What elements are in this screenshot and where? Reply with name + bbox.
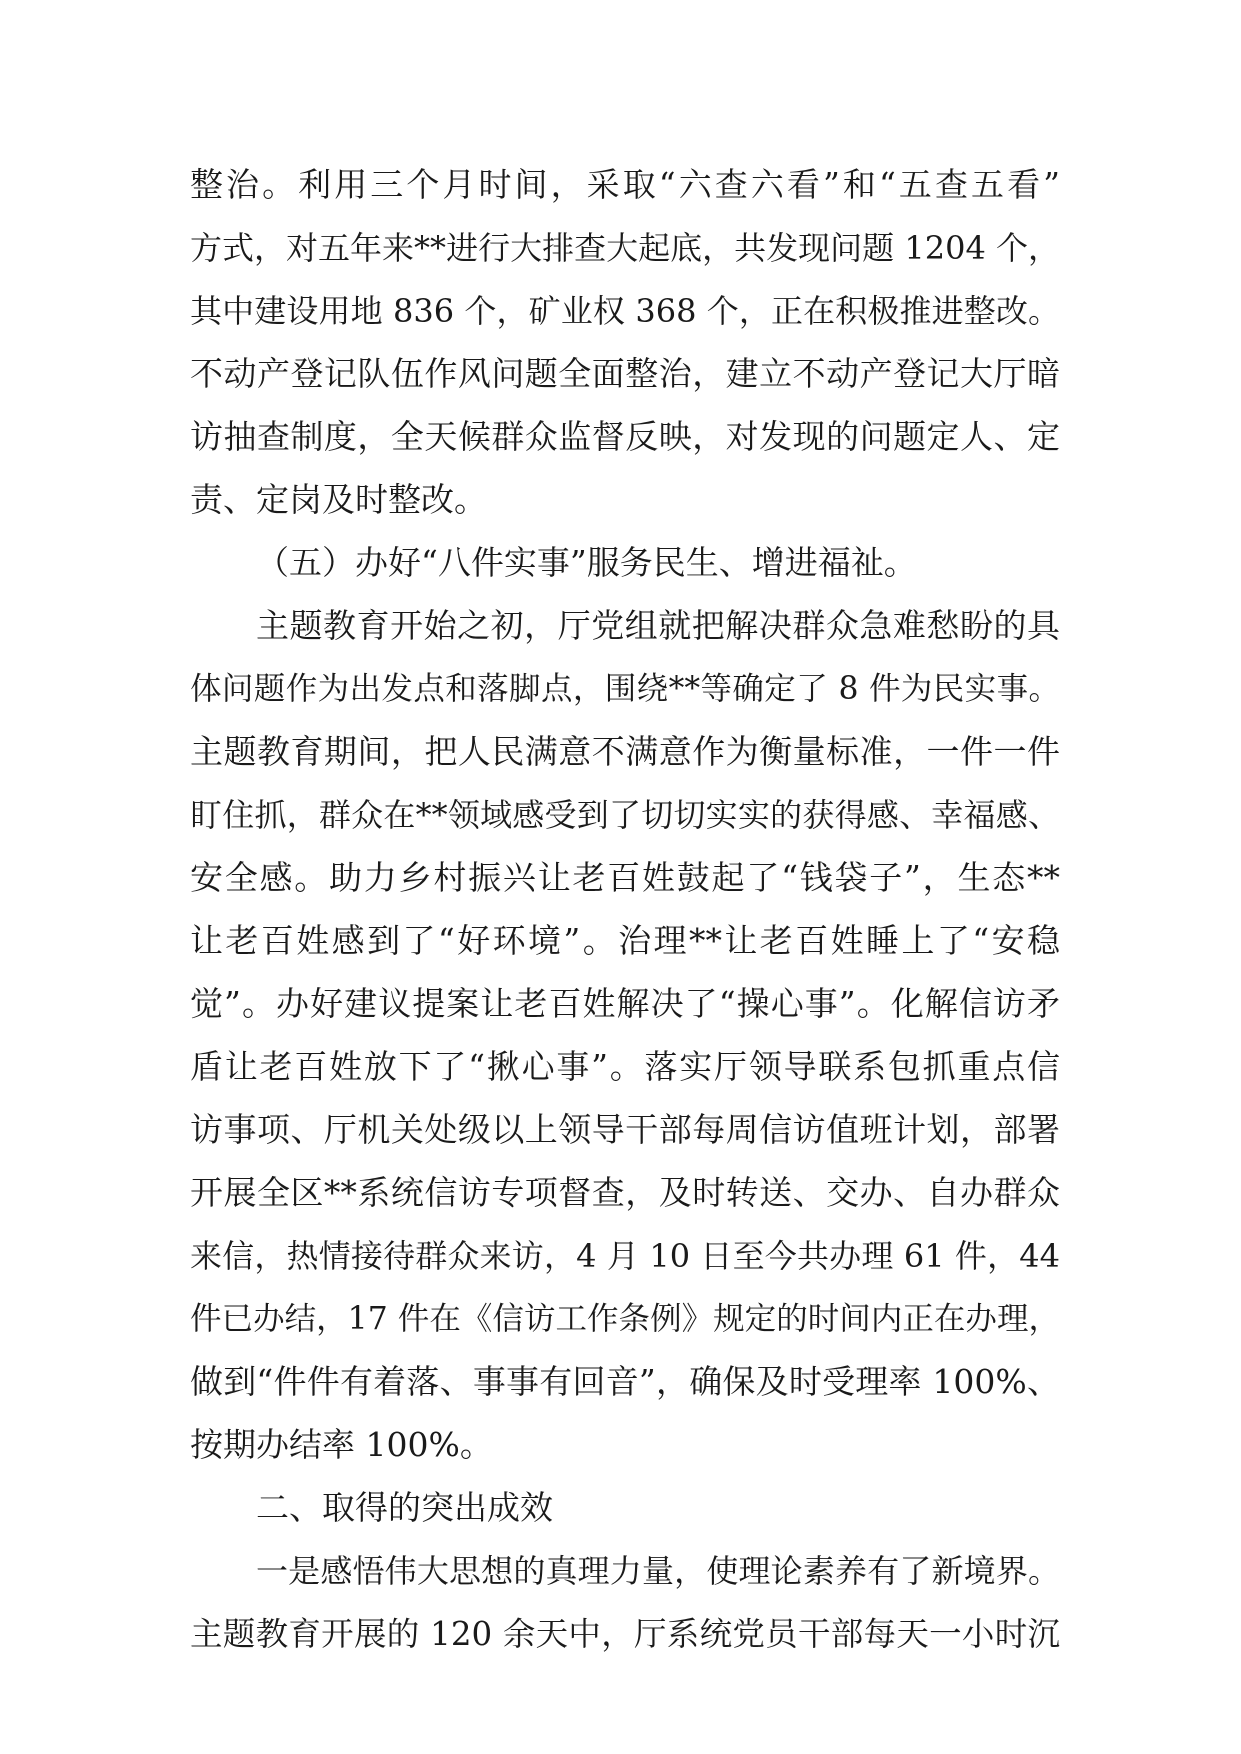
text-line: 体问题作为出发点和落脚点，围绕**等确定了 8 件为民实事。 bbox=[190, 671, 1060, 707]
text-line: 主题教育开展的 120 余天中，厅系统党员干部每天一小时沉 bbox=[190, 1615, 1060, 1653]
text-line: 做到“件件有着落、事事有回音”，确保及时受理率 100%、 bbox=[190, 1362, 1060, 1401]
text-line: 让老百姓感到了“好环境”。治理**让老百姓睡上了“安稳 bbox=[190, 921, 1060, 960]
text-line: 盾让老百姓放下了“揪心事”。落实厅领导联系包抓重点信 bbox=[190, 1047, 1060, 1086]
text-line: 主题教育开始之初，厅党组就把解决群众急难愁盼的具 bbox=[256, 606, 1060, 645]
text-line: 一是感悟伟大思想的真理力量，使理论素养有了新境界。 bbox=[256, 1552, 1060, 1590]
section-heading: （五）办好“八件实事”服务民生、增进福祉。 bbox=[256, 543, 917, 582]
section-heading: 二、取得的突出成效 bbox=[256, 1488, 553, 1527]
text-line: 其中建设用地 836 个，矿业权 368 个，正在积极推进整改。 bbox=[190, 292, 1060, 330]
text-line: 访抽查制度，全天候群众监督反映，对发现的问题定人、定 bbox=[190, 417, 1060, 456]
text-line: 盯住抓，群众在**领域感受到了切切实实的获得感、幸福感、 bbox=[190, 796, 1060, 834]
text-line: 责、定岗及时整改。 bbox=[190, 480, 487, 519]
text-line: 方式，对五年来**进行大排查大起底，共发现问题 1204 个， bbox=[190, 229, 1060, 267]
text-line: 不动产登记队伍作风问题全面整治，建立不动产登记大厅暗 bbox=[190, 354, 1060, 393]
text-line: 整治。利用三个月时间，采取“六查六看”和“五查五看” bbox=[190, 165, 1060, 204]
text-line: 安全感。助力乡村振兴让老百姓鼓起了“钱袋子”，生态** bbox=[190, 858, 1060, 897]
text-line: 觉”。办好建议提案让老百姓解决了“操心事”。化解信访矛 bbox=[190, 984, 1060, 1023]
text-line: 开展全区**系统信访专项督查，及时转送、交办、自办群众 bbox=[190, 1173, 1060, 1212]
text-line: 件已办结，17 件在《信访工作条例》规定的时间内正在办理， bbox=[190, 1301, 1060, 1337]
text-line: 来信，热情接待群众来访，4 月 10 日至今共办理 61 件，44 bbox=[190, 1237, 1060, 1275]
text-line: 按期办结率 100%。 bbox=[190, 1425, 493, 1464]
text-line: 主题教育期间，把人民满意不满意作为衡量标准，一件一件 bbox=[190, 732, 1060, 771]
text-line: 访事项、厅机关处级以上领导干部每周信访值班计划，部署 bbox=[190, 1110, 1060, 1149]
